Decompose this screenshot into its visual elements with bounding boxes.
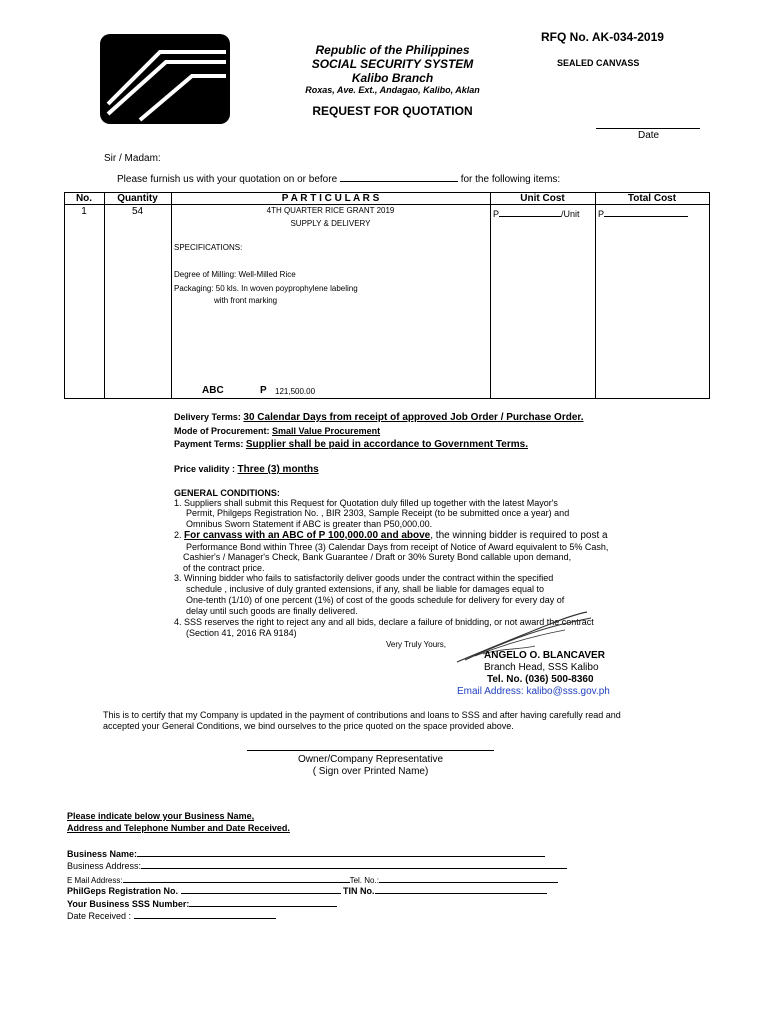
business-name-label: Business Name: (67, 849, 138, 859)
signatory-email[interactable]: Email Address: kalibo@sss.gov.ph (457, 686, 610, 697)
certify-line-2: accepted your General Conditions, we bind ourselves to the price quoted on the space provided above. (103, 721, 514, 731)
org-line-2: SOCIAL SECURITY SYSTEM (311, 57, 474, 71)
business-address-row (67, 858, 567, 871)
certify-line-1: This is to certify that my Company is updated in the payment of contributions and loans to SSS and after having carefully read and (103, 710, 621, 720)
condition-2-rest: , the winning bidder is required to post a (430, 530, 608, 541)
date-label: Date (638, 130, 660, 141)
condition-3-line-1: 3. Winning bidder who fails to satisfactorily deliver goods under the contract within the specified (174, 573, 554, 583)
price-validity-value: Three (3) months (237, 464, 319, 475)
condition-2-line-3: Cashier's / Manager's Check, Bank Guarantee / Draft or 30% Surety Bond callable upon demand, (183, 552, 572, 562)
col-header-quantity: Quantity (117, 193, 158, 204)
col-header-total-cost: Total Cost (627, 193, 677, 204)
date-received-label: Date Received : (67, 911, 132, 921)
sss-logo-icon (100, 34, 230, 124)
condition-2-line-1 (174, 530, 608, 541)
signature-scribble-icon (455, 610, 595, 670)
signatory-position: Branch Head, SSS Kalibo (484, 662, 599, 673)
procurement-mode-value: Small Value Procurement (272, 426, 381, 436)
condition-3-line-2: schedule , inclusive of duly granted extensions, if any, shall be liable for damages equal to (186, 584, 545, 594)
business-indicate-2: Address and Telephone Number and Date Received. (67, 823, 290, 833)
specifications-label: SPECIFICATIONS: (174, 243, 243, 252)
procurement-mode-label: Mode of Procurement: (174, 426, 270, 436)
condition-2-line-4: of the contract price. (183, 563, 265, 573)
philgeps-label: PhilGeps Registration No. (67, 886, 179, 896)
delivery-terms-label: Delivery Terms: (174, 412, 241, 422)
col-header-unit-cost: Unit Cost (520, 193, 565, 204)
condition-4-line-1: 4. SSS reserves the right to reject any and all bids, declare a failure of bnidding, or not award the contract (174, 617, 594, 627)
delivery-terms-value: 30 Calendar Days from receipt of approved Job Order / Purchase Order. (243, 412, 584, 423)
intro-after: for the following items: (460, 174, 561, 185)
unit-cost-prefix: P (493, 209, 500, 219)
business-address-field[interactable] (141, 858, 567, 869)
sss-number-field[interactable] (189, 896, 337, 907)
spec-milling: Degree of Milling: Well-Milled Rice (174, 270, 296, 279)
row-quantity: 54 (131, 206, 144, 217)
payment-terms (174, 439, 528, 450)
tel-field[interactable] (379, 872, 558, 883)
org-line-3: Kalibo Branch (351, 71, 434, 85)
condition-2-highlight: For canvass with an ABC of P 100,000.00 and above (184, 530, 431, 541)
owner-signature-line[interactable] (247, 750, 494, 751)
quotation-deadline-field[interactable] (340, 171, 458, 182)
payment-terms-label: Payment Terms: (174, 439, 244, 449)
price-validity (174, 464, 319, 475)
condition-3-line-4: delay until such goods are finally delivered. (186, 606, 358, 616)
tin-field[interactable] (375, 883, 547, 894)
abc-currency: P (260, 385, 267, 396)
payment-terms-value: Supplier shall be paid in accordance to Government Terms. (245, 439, 528, 450)
salutation: Sir / Madam: (104, 153, 161, 164)
rfq-number: RFQ No. AK-034-2019 (541, 30, 664, 44)
owner-sign-note: ( Sign over Printed Name) (312, 766, 429, 777)
condition-4-line-2: (Section 41, 2016 RA 9184) (186, 628, 297, 638)
abc-label: ABC (202, 385, 224, 396)
tin-label: TIN No. (343, 886, 375, 896)
sss-number-label: Your Business SSS Number: (67, 899, 190, 909)
condition-2-number: 2. (174, 530, 182, 540)
spec-marking: with front marking (214, 296, 278, 305)
unit-cost-suffix: /Unit (561, 209, 580, 219)
col-border-1 (104, 192, 105, 399)
email-field[interactable] (123, 872, 350, 883)
col-border-0 (64, 192, 65, 399)
tel-label: Tel. No.: (349, 876, 379, 885)
signatory-tel: Tel. No. (036) 500-8360 (487, 674, 594, 685)
procurement-mode (174, 426, 380, 436)
table-header-border (64, 204, 709, 205)
condition-2-line-2: Performance Bond within Three (3) Calendar Days from receipt of Notice of Award equivalent to 5% Cash, (186, 542, 609, 552)
col-header-no: No. (75, 193, 93, 204)
org-line-1: Republic of the Philippines (315, 43, 470, 57)
col-border-5 (709, 192, 710, 399)
col-border-3 (490, 192, 491, 399)
org-address: Roxas, Ave. Ext., Andagao, Kalibo, Aklan (305, 85, 480, 95)
signatory-name: ANGELO O. BLANCAVER (484, 650, 605, 661)
date-received-row (67, 908, 276, 921)
delivery-terms (174, 412, 584, 423)
condition-1-line-1: 1. Suppliers shall submit this Request for Quotation duly filled up together with the latest Mayor's (174, 498, 558, 508)
price-validity-label: Price validity : (174, 464, 236, 474)
business-indicate-1: Please indicate below your Business Name, (67, 811, 255, 821)
total-cost-prefix: P (598, 209, 605, 219)
col-header-particulars: P A R T I C U L A R S (281, 193, 380, 204)
sealed-canvass-label: SEALED CANVASS (557, 58, 640, 68)
date-line[interactable] (596, 128, 700, 129)
item-subtitle: SUPPLY & DELIVERY (290, 219, 371, 228)
spec-packaging: Packaging: 50 kls. In woven poyprophylene labeling (174, 284, 358, 293)
condition-1-line-3: Omnibus Sworn Statement if ABC is greater than P50,000.00. (186, 519, 433, 529)
document-title: REQUEST FOR QUOTATION (312, 104, 473, 118)
philgeps-tin-row (67, 883, 547, 896)
row-no: 1 (81, 206, 87, 217)
sss-logo (100, 34, 230, 124)
email-label: E Mail Address: (67, 876, 123, 885)
total-cost-field[interactable] (598, 206, 688, 219)
unit-cost-field[interactable] (493, 206, 580, 219)
condition-3-line-3: One-tenth (1/10) of one percent (1%) of cost of the goods schedule for delivery for every day of (186, 595, 565, 605)
intro-text (117, 171, 560, 185)
conditions-title: GENERAL CONDITIONS: (174, 488, 280, 498)
philgeps-field[interactable] (181, 883, 341, 894)
intro-before: Please furnish us with your quotation on or before (117, 174, 338, 185)
condition-1-line-2: Permit, Philgeps Registration No. , BIR 2303, Sample Receipt (to be submitted once a year) and (186, 508, 570, 518)
owner-label: Owner/Company Representative (297, 754, 444, 765)
date-received-field[interactable] (134, 908, 276, 919)
business-name-field[interactable] (137, 846, 545, 857)
abc-value: 121,500.00 (275, 387, 316, 396)
business-address-label: Business Address: (67, 861, 142, 871)
closing-text: Very Truly Yours, (386, 640, 447, 649)
item-title: 4TH QUARTER RICE GRANT 2019 (266, 206, 395, 215)
handwritten-signature (455, 610, 595, 670)
table-bottom-border (64, 398, 709, 399)
col-border-4 (595, 192, 596, 399)
